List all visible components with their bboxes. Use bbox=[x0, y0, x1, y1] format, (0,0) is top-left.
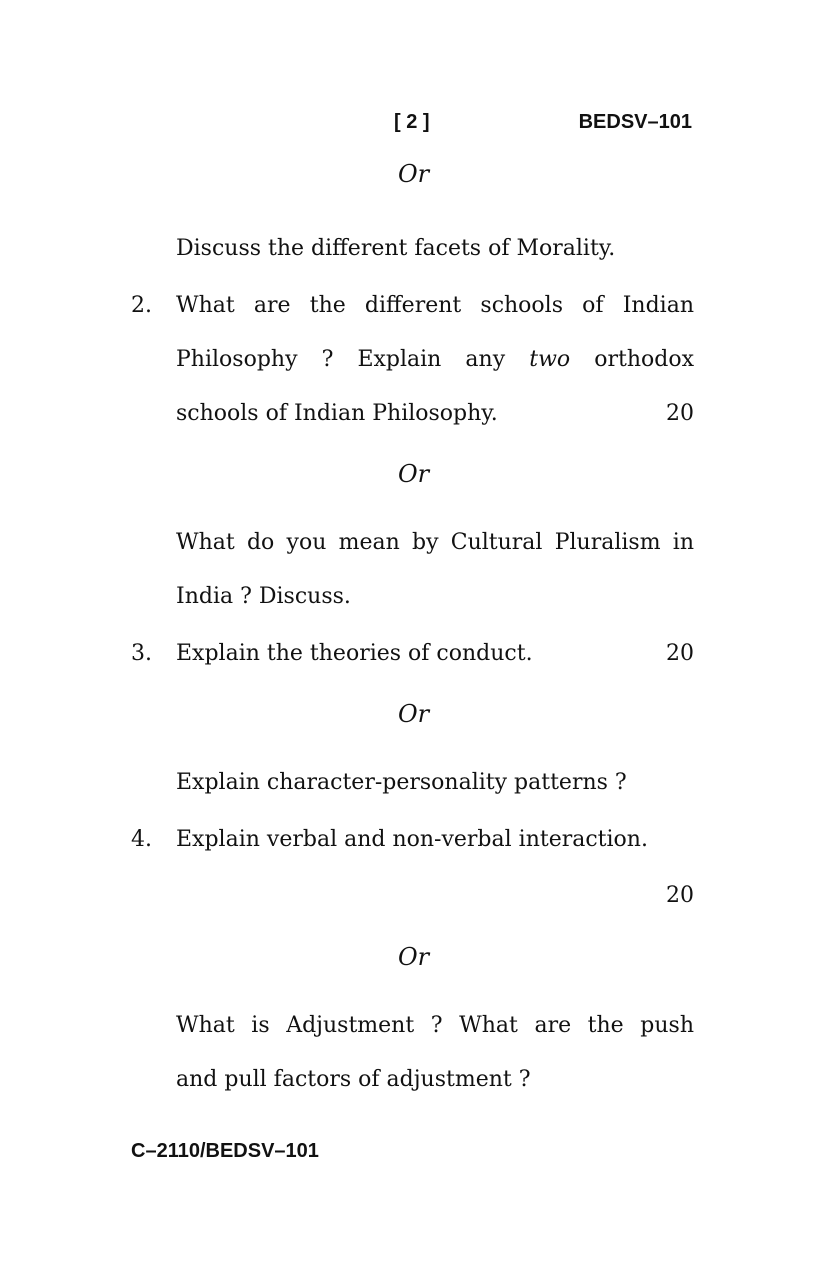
question-2-number: 2. bbox=[131, 293, 152, 318]
page-number: [ 2 ] bbox=[394, 111, 430, 133]
question-2-line-3: schools of Indian Philosophy. bbox=[176, 401, 498, 426]
question-2-line-2 bbox=[176, 346, 694, 374]
question-3-marks: 20 bbox=[666, 641, 694, 666]
footer-code: C–2110/BEDSV–101 bbox=[131, 1140, 319, 1162]
question-2-line-2-start: Philosophy ? Explain any bbox=[176, 347, 506, 372]
question-4-text: Explain verbal and non-verbal interaction. bbox=[176, 827, 648, 852]
question-3-text: Explain the theories of conduct. bbox=[176, 641, 533, 666]
question-4-marks: 20 bbox=[666, 883, 694, 908]
or-label: Or bbox=[398, 943, 430, 971]
question-3-alternative: Explain character-personality patterns ? bbox=[176, 770, 627, 795]
question-1-alternative: Discuss the different facets of Morality. bbox=[176, 236, 616, 261]
or-label: Or bbox=[398, 460, 430, 488]
question-2-line-1: What are the different schools of Indian bbox=[176, 293, 694, 318]
question-2-alternative-line-1: What do you mean by Cultural Pluralism in bbox=[176, 530, 694, 555]
question-4-number: 4. bbox=[131, 827, 152, 852]
question-2-emphasis: two bbox=[529, 347, 571, 372]
or-label: Or bbox=[398, 160, 430, 188]
question-2-alternative-line-2: India ? Discuss. bbox=[176, 584, 351, 609]
or-label: Or bbox=[398, 700, 430, 728]
question-3-number: 3. bbox=[131, 641, 152, 666]
question-4-alternative-line-1: What is Adjustment ? What are the push bbox=[176, 1013, 694, 1038]
question-2-line-2-end: orthodox bbox=[594, 347, 694, 372]
question-2-marks: 20 bbox=[666, 401, 694, 426]
question-4-alternative-line-2: and pull factors of adjustment ? bbox=[176, 1067, 531, 1092]
paper-code: BEDSV–101 bbox=[578, 111, 692, 133]
